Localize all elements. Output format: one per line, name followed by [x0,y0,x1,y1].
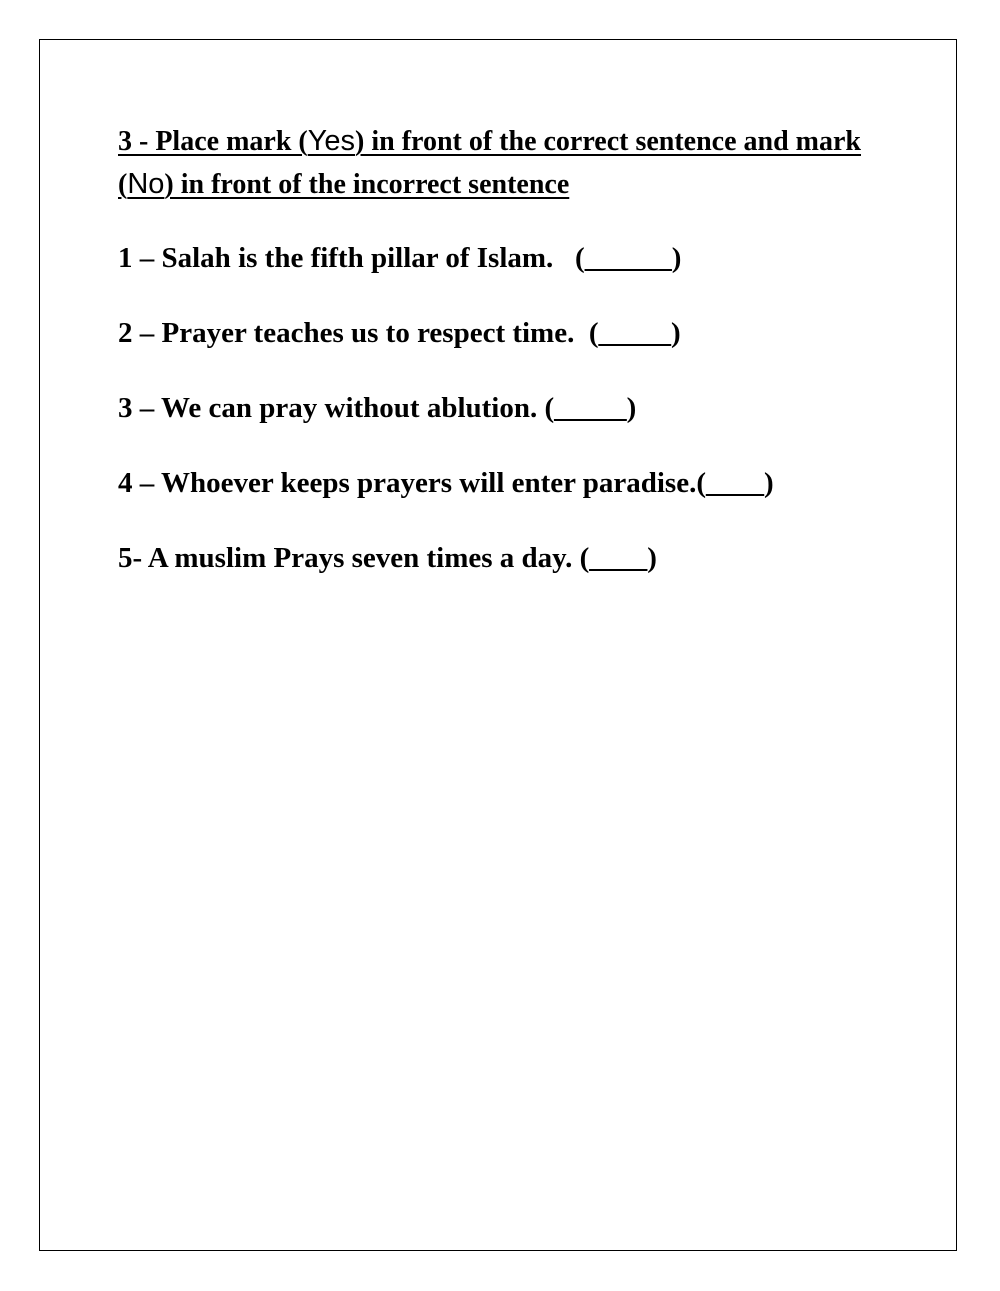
no-mark-label: No [127,168,165,200]
question-list [118,236,938,611]
instruction-prefix: 3 - Place mark ( [118,126,308,157]
yes-mark-label: Yes [307,125,356,157]
question-item-5[interactable]: 5- A muslim Prays seven times a day. (____) [118,542,657,574]
instruction-suffix: ) in front of the incorrect sentence [164,169,570,200]
instructions-heading [118,120,878,206]
question-item-1[interactable]: 1 – Salah is the fifth pillar of Islam. (______) [118,242,682,274]
page-border [39,39,957,1251]
question-item-3[interactable]: 3 – We can pray without ablution. (_____) [118,392,637,424]
question-item-4[interactable]: 4 – Whoever keeps prayers will enter paradise.(____) [118,467,774,499]
question-item-2[interactable]: 2 – Prayer teaches us to respect time. (_____) [118,317,681,349]
instruction-middle: ) in front of the correct sentence and mark ( [118,126,861,200]
